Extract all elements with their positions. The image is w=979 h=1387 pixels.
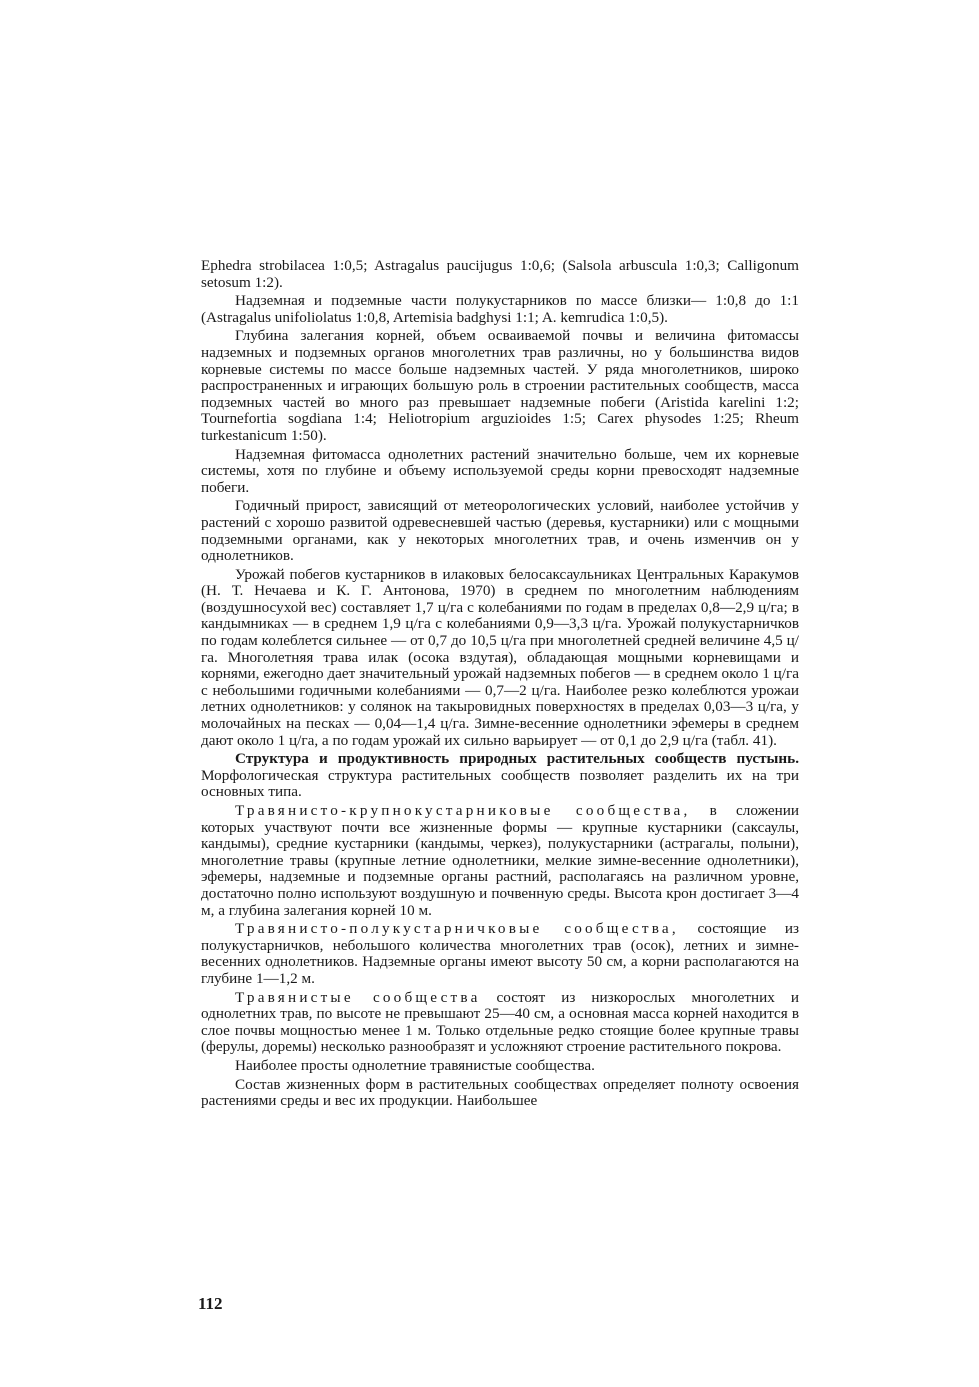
paragraph-7 (201, 751, 799, 801)
paragraph-8-text: в сложении которых участвуют почти все жизненные формы — крупные кустарники (саксаулы, кандымы), средние кустарники (кандымы, черкез), полукустарники (астрагалы, полыни), многолетние травы (крупные летние однолетники, мелкие зимне-весенние однолетники), эфемеры, надземные и подземные органы растний, располагаясь на различном уровне, достаточно полно используют воздушную и почвенную среды. Высота крон достигает 3—4 м, а глубина залегания корней 10 м. (201, 802, 800, 919)
paragraph-2: Надземная и подземные части полукустарников по массе близки— 1:0,8 до 1:1 (Astragalus unifoliolatus 1:0,8, Artemisia badghysi 1:1; A. kemrudica 1:0,5). (201, 292, 799, 326)
paragraph-4: Надземная фитомасса однолетних растений значительно больше, чем их корневые системы, хотя по глубине и объему используемой среды корни превосходят надземные побеги. (201, 445, 799, 496)
paragraph-10 (201, 990, 799, 1056)
section-heading: Структура и продуктивность природных растительных сообществ пустынь. (235, 750, 799, 768)
page-number: 112 (198, 1294, 223, 1313)
paragraph-7-text: Морфологическая структура растительных сообществ позволяет разделить их на три основных типа. (201, 766, 799, 801)
paragraph-3: Глубина залегания корней, объем осваиваемой почвы и величина фитомассы надземных и подземных органов многолетних трав различны, но у большинства видов корневые системы по массе больше надземных частей. У ряда многолетников, широко распространенных и играющих большую роль в строении растительных сообществ, масса подземных частей во много раз превышает надземные побеги (Aristida karelini 1:2; Tournefortia sogdiana 1:4; Heliotropium arguzioides 1:5; Carex physodes 1:25; Rheum turkestanicum 1:50). (201, 327, 799, 444)
paragraph-1: Ephedra strobilacea 1:0,5; Astragalus paucijugus 1:0,6; (Salsola arbuscula 1:0,3; Calligonum setosum 1:2). (201, 257, 799, 291)
paragraph-12: Состав жизненных форм в растительных сообществах определяет полноту освоения растениями среды и вес их продукции. Наибольшее (201, 1075, 799, 1110)
paragraph-6: Урожай побегов кустарников в илаковых белосаксаульниках Центральных Каракумов (Н. Т. Нечаева и К. Г. Антонова, 1970) в среднем по многолетним наблюдениям (воздушносухой вес) составляет 1,7 ц/га с колебаниями по годам в пределах 0,8—2,9 ц/га; в кандымниках — в среднем 1,9 ц/га с колебаниями 0,9—3,3 ц/га. Урожай полукустарничков по годам колеблется сильнее — от 0,7 до 10,5 ц/га при многолетней средней величине 4,5 ц/га. Многолетняя трава илак (осока вздутая), обладающая мощными корневищами и корнями, ежегодно дает значительный урожай надземных побегов — в среднем около 1 ц/га с небольшими годичными колебаниями — 0,7—2 ц/га. Наиболее резко колеблются урожаи летних однолетников: у солянок на такыровидных поверхностях в пределах 0,03—3 ц/га, у молочайных на песках — 0,04—1,4 ц/га. Зимне-весенние однолетники эфемеры в среднем дают около 1 ц/га, а по годам урожай их сильно варьирует — от 0,1 до 2,9 ц/га (табл. 41). (201, 565, 799, 749)
term-grass-subshrub: Травянисто-полукустарничковые сообщества, (235, 920, 679, 938)
paragraph-10-text: состоят из низкорослых многолетних и однолетних трав, по высоте не превышают 25—40 см, а основная масса корней находится в слое почвы мощностью менее 1 м. Только отдельные редко стоящие более крупные травы (ферулы, доремы) несколько разнообразят и усложняют строение растительного покрова. (201, 988, 799, 1056)
paragraph-5: Годичный прирост, зависящий от метеорологических условий, наиболее устойчив у растений с хорошо развитой одревесневшей частью (деревья, кустарники) или с мощными подземными органами, как у некоторых многолетних трав, и очень изменчив он у однолетников. (201, 497, 799, 565)
paragraph-11: Наиболее просты однолетние травянистые сообщества. (235, 1056, 595, 1074)
page-body (201, 258, 799, 1112)
paragraph-9-text: состоящие из полукустарничков, небольшого количества многолетних трав (осок), летних и зимне-весенних однолетников. Надземные органы имеют высоту 50 см, а корни располагаются на глубине 1—1,2 м. (201, 920, 799, 987)
term-grass: Травянистые сообщества (235, 988, 481, 1006)
term-grass-shrub: Травянисто-крупнокустарниковые сообщества, (235, 802, 691, 819)
paragraph-9 (201, 921, 799, 987)
paragraph-8 (201, 803, 799, 919)
